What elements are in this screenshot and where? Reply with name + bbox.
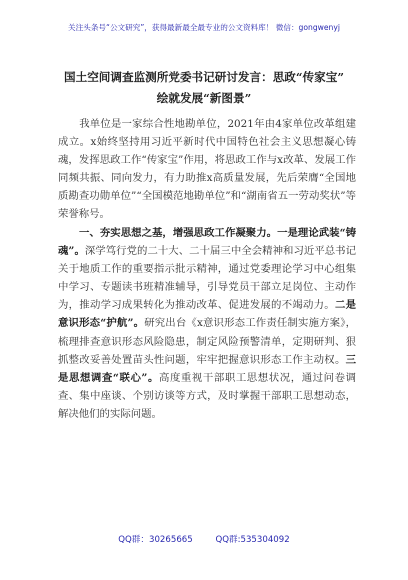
point-2-text: 研究出台《x意识形态工作责任制实施方案》，梳理排查意识形态风险隐患，制定风险预警清单，定期研判、狠抓整改妥善处置苗头性问题，牢牢把握意识形态工作主动权。 — [58, 317, 356, 366]
footer — [0, 533, 408, 545]
intro-text: 我单位是一家综合性地勘单位，2021年由4家单位改革组建成立。x始终坚持用习近平新时代中国特色社会主义思想凝心铸魂，发挥思政工作“传家宝”作用，将思政工作与x改革、发展工作同频共振、同向发力，有力助推x高质量发展，先后荣膺“全国地质勘查功勋单位”“全国模范地勘单位”和“湖南省五一劳动奖状”等荣誉称号。 — [58, 118, 356, 221]
section-1-paragraph — [58, 224, 356, 423]
point-3-heading: 三是思想调查“联心”。 — [58, 353, 356, 384]
section-1-heading: 一、夯实思想之基，增强思政工作凝聚力。 — [79, 227, 278, 239]
footer-qq-group-1: QQ群：30265665 — [118, 535, 193, 545]
document-title-line-1: 国土空间调查监测所党委书记研讨发言：思政“传家宝” — [64, 70, 344, 84]
document-title-line-2: 绘就发展“新图景” — [156, 91, 252, 105]
point-2-heading: 二是意识形态“护航”。 — [58, 299, 357, 330]
point-1-text: 深学笃行党的二十大、二十届三中全会精神和习近平总书记关于地质工作的重要指示批示精神，通过党委理论学习中心组集中学习、专题读书班精准辅导，引导党员干部立足岗位、主动作为，推动学习成果转化为推动改革、促进发展的不竭动力。 — [58, 245, 356, 312]
footer-qq-group-2: QQ群:535304092 — [215, 535, 290, 545]
point-1-heading: 一是理论武装“铸魂”。 — [58, 227, 356, 258]
header-banner: 关注头条号“公文研究”，获得最新最全最专业的公文资料库！ 微信：gongwenyj — [68, 23, 340, 32]
point-3-text: 高度重视干部职工思想状况，通过问卷调查、集中座谈、个别访谈等方式，及时掌握干部职工思想动态，解决他们的实际问题。 — [58, 371, 357, 420]
intro-paragraph — [58, 115, 356, 224]
